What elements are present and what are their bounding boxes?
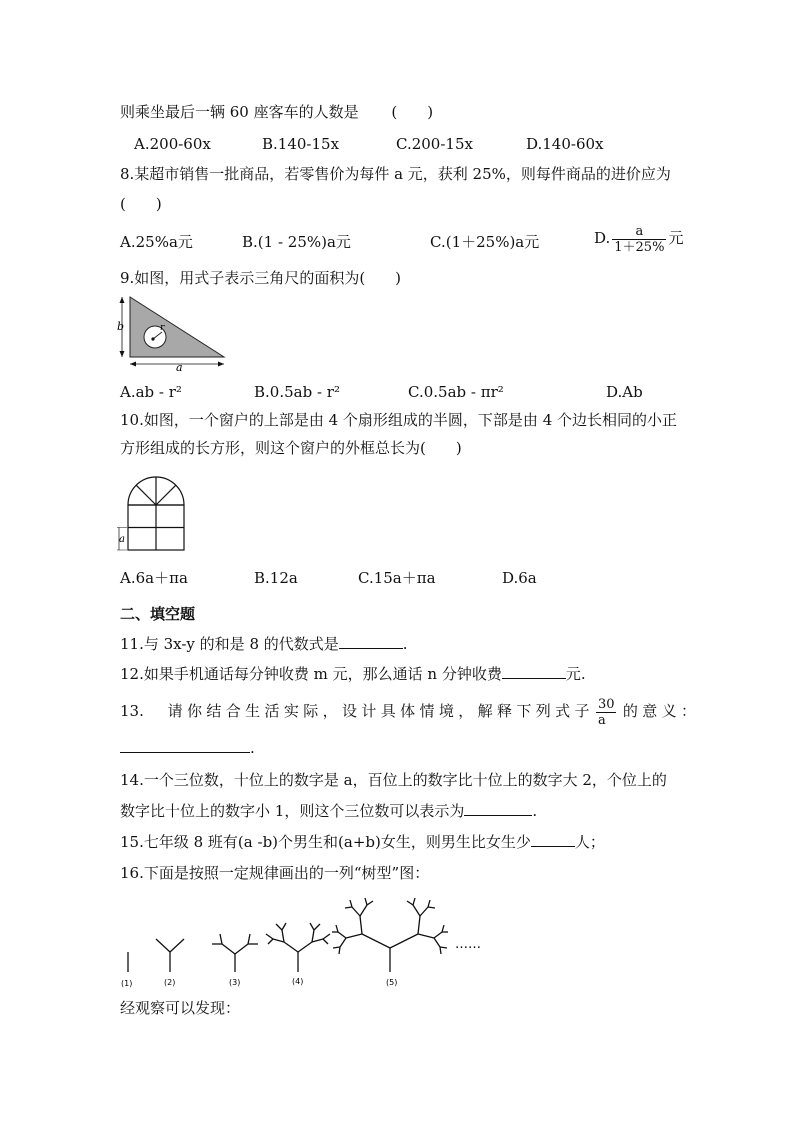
section-heading: 二、填空题 [120,605,196,623]
q9-option-b: B.0.5ab - r² [254,383,340,401]
tree-label-1: (1) [121,979,133,988]
triangle-shape [130,297,224,357]
q7-option-d: D.140-60x [526,135,604,153]
continuation-dots: …… [455,937,481,952]
answer-blank [531,832,575,847]
q8-option-c: C.(1＋25%)a元 [430,233,540,251]
q11: 11.与 3x-y 的和是 8 的代数式是 . [120,635,408,653]
q7-option-a: A.200-60x [134,135,211,153]
tree-label-5: (5) [386,978,398,987]
triangle-ruler-figure [112,292,232,372]
fraction: $\frac{30}{a}$ [597,696,615,728]
answer-blank [502,664,566,679]
q10-option-d: D.6a [502,569,537,587]
q14-line-2: 数字比十位上的数字小 1，则这个三位数可以表示为 . [120,802,538,820]
q8-option-a: A.25%a元 [120,233,193,251]
answer-paren: ( ) [120,195,162,213]
tree-2 [156,939,184,972]
answer-blank [464,801,532,816]
label-b: b [117,320,125,333]
q7-stem: 则乘坐最后一辆 60 座客车的人数是 ( ) [120,103,434,121]
tree-4 [266,923,330,972]
answer-blank [339,634,403,649]
window-figure [114,464,194,558]
tree-5 [332,898,448,972]
q10-line-2: 方形组成的长方形，则这个窗户的外框总长为( ) [120,439,462,457]
q16-stem: 16.下面是按照一定规律画出的一列“树型”图： [120,864,430,882]
tree-label-2: (2) [164,978,176,987]
label-a: a [119,534,125,545]
q12: 12.如果手机通话每分钟收费 m 元，那么通话 n 分钟收费 元. [120,665,586,683]
q8-stem: 8.某超市销售一批商品，若零售价为每件 a 元，获利 25%，则每件商品的进价应为 [120,165,671,183]
q7-option-c: C.200-15x [396,135,473,153]
q7-option-b: B.140-15x [262,135,340,153]
q10-option-a: A.6a＋πa [120,569,188,587]
answer-blank [120,738,250,753]
fraction: $\frac{a}{1+25\%}$ [614,223,665,255]
tree-label-4: (4) [292,977,304,986]
label-r: r [160,323,165,333]
q9-option-d: D.Ab [606,383,643,401]
q10-line-1: 10.如图，一个窗户的上部是由 4 个扇形组成的半圆，下部是由 4 个边长相同的小正 [120,411,678,429]
q9-stem: 9.如图，用式子表示三角尺的面积为( ) [120,269,402,287]
q8-option-b: B.(1 - 25%)a元 [242,233,351,251]
tree-3 [212,934,258,972]
q9-option-a: A.ab - r² [120,383,182,401]
tree-pattern-figure [110,892,510,992]
q16-observation: 经观察可以发现： [120,999,241,1017]
answer-paren: ( ) [391,103,434,121]
q10-option-c: C.15a＋πa [358,569,436,587]
q10-option-b: B.12a [254,569,298,587]
q14-line-1: 14.一个三位数，十位上的数字是 a，百位上的数字比十位上的数字大 2，个位上的 [120,771,667,789]
tree-label-3: (3) [229,978,241,987]
q13-line-1: 13. 请你结合生活实际，设计具体情境，解释下列式子 $\frac{30}{a}$ 的意义： [120,696,696,728]
q8-option-d: D. $\frac{a}{1+25\%}$ 元 [594,223,684,255]
q9-option-c: C.0.5ab - πr² [408,383,504,401]
q13-line-2: . [120,738,255,758]
q15: 15.七年级 8 班有(a -b)个男生和(a+b)女生，则男生比女生少 人； [120,833,605,851]
label-a: a [176,361,183,374]
